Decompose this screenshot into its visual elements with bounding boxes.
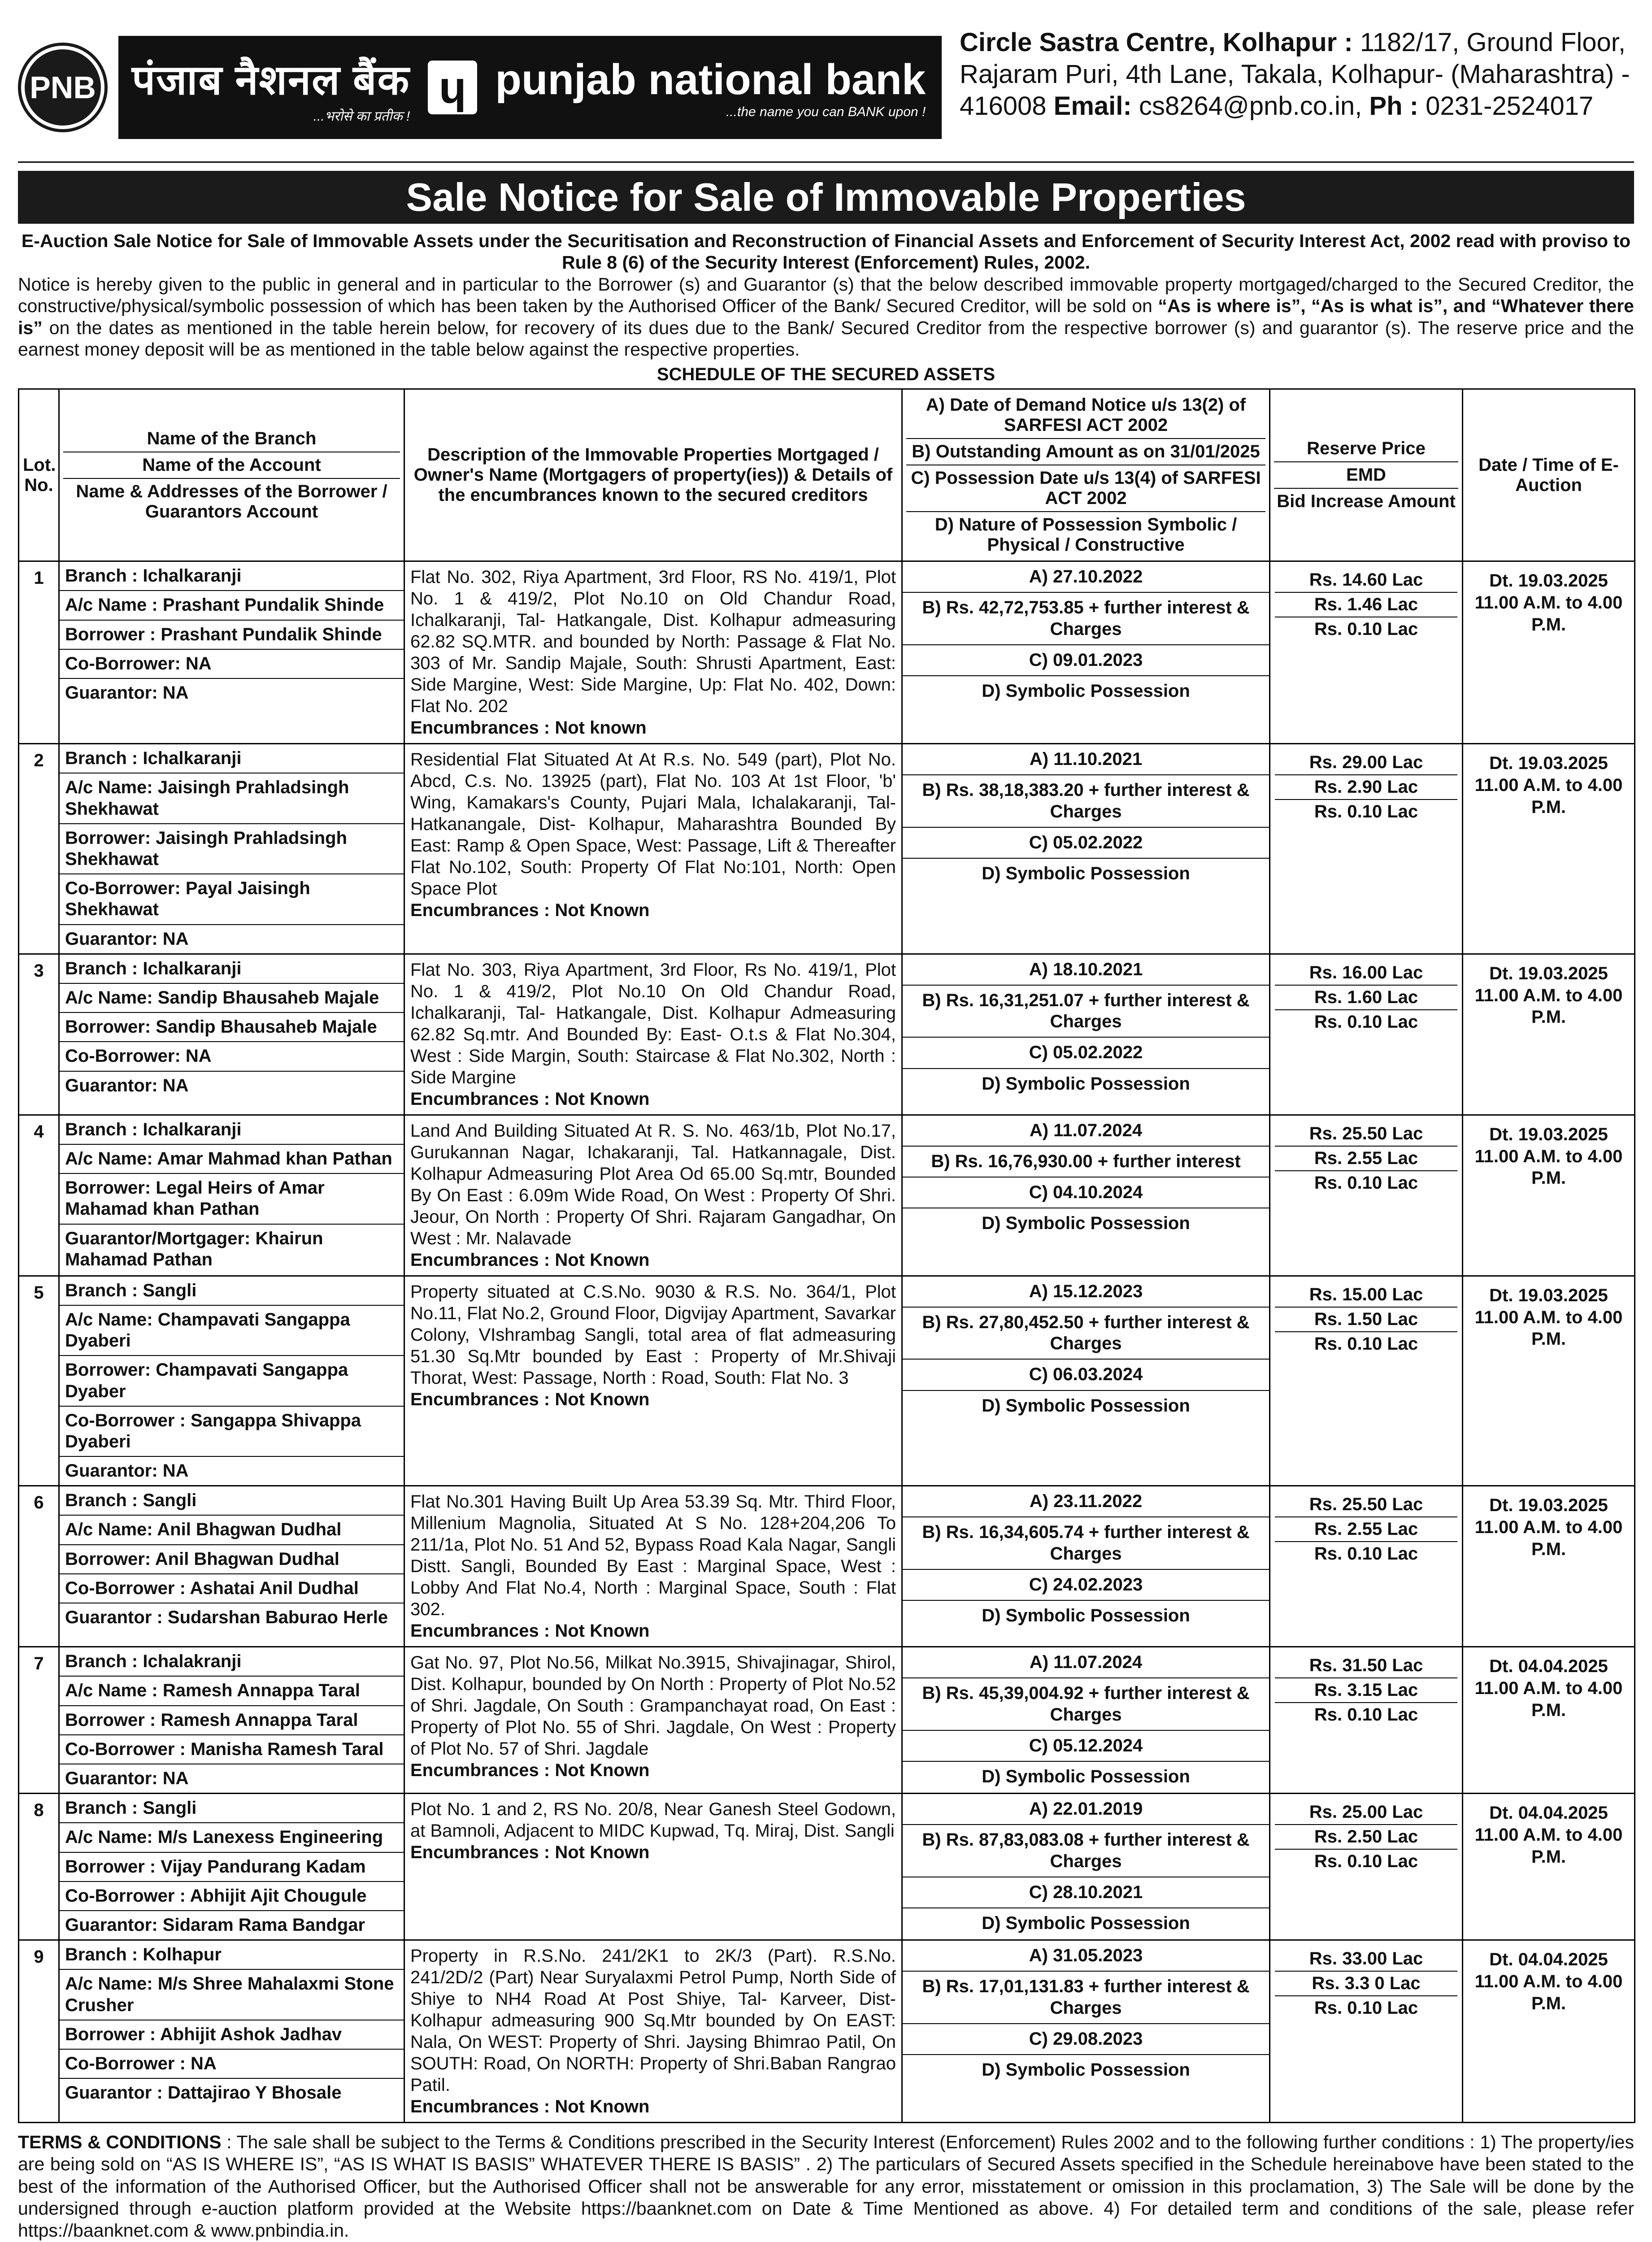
bid-increase: Rs. 0.10 Lac <box>1314 1998 1418 2018</box>
outstanding-amount: B) Rs. 27,80,452.50 + further interest & Charges <box>903 1308 1269 1360</box>
notice-dates <box>902 1115 1270 1276</box>
auction-datetime: Dt. 19.03.2025 11.00 A.M. to 4.00 P.M. <box>1463 954 1635 1115</box>
possession-date: C) 24.02.2023 <box>903 1570 1269 1601</box>
notice-dates <box>902 1486 1270 1647</box>
bid-increase: Rs. 0.10 Lac <box>1314 1851 1418 1872</box>
lot-number: 4 <box>19 1115 59 1276</box>
demand-notice-date: A) 11.10.2021 <box>903 744 1269 775</box>
property-description: Flat No. 303, Riya Apartment, 3rd Floor, Rs No. 419/1, Plot No. 1 & 419/2, Plot No.10 On Old Chandur Road, Ichalkaranji, Tal- Hatkangale, Dist. Kolhapur Admeasuring 62.82 Sq.mtr. And Bounded By: East- O.t.s & Flat No.304, West : Side Margin, South: Staircase & Flat No.302, North : Side Margine Encumbrances : Not Known <box>404 954 902 1115</box>
outstanding-amount: B) Rs. 45,39,004.92 + further interest & Charges <box>903 1678 1269 1730</box>
notice-dates <box>902 1940 1270 2123</box>
outstanding-amount: B) Rs. 42,72,753.85 + further interest & Charges <box>903 593 1269 645</box>
table-row <box>19 1794 1635 1940</box>
pricing <box>1270 1794 1463 1940</box>
bid-increase: Rs. 0.10 Lac <box>1314 1544 1418 1564</box>
outstanding-amount: B) Rs. 87,83,083.08 + further interest & Charges <box>903 1825 1269 1877</box>
pnb-emblem-icon: PNB <box>18 43 108 132</box>
demand-notice-date: A) 31.05.2023 <box>903 1941 1269 1972</box>
table-row <box>19 744 1635 954</box>
encumbrances: Encumbrances : Not Known <box>410 1089 650 1109</box>
reserve-price: Rs. 25.00 Lac <box>1275 1800 1457 1825</box>
possession-nature: D) Symbolic Possession <box>982 1213 1190 1234</box>
lot-number: 8 <box>19 1794 59 1940</box>
encumbrances: Encumbrances : Not Known <box>410 2097 650 2117</box>
notice-dates <box>902 1794 1270 1940</box>
col-lot: Lot. No. <box>19 389 59 561</box>
party-line: A/c Name: M/s Shree Mahalaxmi Stone Crusher <box>60 1970 404 2020</box>
encumbrances: Encumbrances : Not Known <box>410 1760 650 1781</box>
party-line: Co-Borrower : NA <box>60 2050 404 2079</box>
bid-increase: Rs. 0.10 Lac <box>1314 1173 1418 1193</box>
outstanding-amount: B) Rs. 38,18,383.20 + further interest & Charges <box>903 775 1269 827</box>
reserve-price: Rs. 25.50 Lac <box>1275 1122 1457 1147</box>
property-description: Plot No. 1 and 2, RS No. 20/8, Near Ganesh Steel Godown, at Bamnoli, Adjacent to MIDC Kupwad, Tq. Miraj, Dist. Sangli Encumbrances : Not Known <box>404 1794 902 1940</box>
emd-amount: Rs. 2.90 Lac <box>1275 775 1457 800</box>
party-line: Branch : Sangli <box>60 1277 404 1306</box>
party-details <box>59 1794 404 1940</box>
table-row <box>19 954 1635 1115</box>
property-description: Gat No. 97, Plot No.56, Milkat No.3915, Shivajinagar, Shirol, Dist. Kolhapur, bounded by On North : Property of Plot No.52 of Shri. Jagdale, On South : Grampanchayat road, On East : Property of Plot No. 55 of Shri. Jagdale, On West : Property of Plot No. 57 of Shri. Jagdale Encumbrances : Not Known <box>404 1647 902 1794</box>
possession-date: C) 06.03.2024 <box>903 1360 1269 1390</box>
possession-date: C) 05.12.2024 <box>903 1731 1269 1762</box>
possession-nature: D) Symbolic Possession <box>982 2060 1190 2080</box>
bank-name-english: punjab national bank <box>495 56 926 104</box>
col-description: Description of the Immovable Properties Mortgaged / Owner's Name (Mortgagers of property(ies)) & Details of the encumbrances known to the secured creditors <box>404 389 902 561</box>
intro <box>18 230 1634 360</box>
emd-amount: Rs. 1.50 Lac <box>1275 1308 1457 1332</box>
pricing <box>1270 1486 1463 1647</box>
possession-nature: D) Symbolic Possession <box>982 864 1190 883</box>
auction-datetime: Dt. 19.03.2025 11.00 A.M. to 4.00 P.M. <box>1463 1486 1635 1647</box>
party-details <box>59 1647 404 1794</box>
pricing <box>1270 1115 1463 1276</box>
table-row <box>19 1115 1635 1276</box>
party-line: Co-Borrower: NA <box>60 650 404 679</box>
party-line: Branch : Ichalkaranji <box>60 744 404 773</box>
demand-notice-date: A) 22.01.2019 <box>903 1794 1269 1825</box>
possession-nature: D) Symbolic Possession <box>982 1606 1190 1625</box>
outstanding-amount: B) Rs. 17,01,131.83 + further interest & Charges <box>903 1972 1269 2024</box>
bid-increase: Rs. 0.10 Lac <box>1314 1334 1418 1354</box>
email-link[interactable]: cs8264@pnb.co.in, <box>1139 91 1362 121</box>
pricing <box>1270 561 1463 744</box>
intro-lead: E-Auction Sale Notice for Sale of Immovable Assets under the Securitisation and Reconstruction of Financial Assets and Enforcement of Security Interest Act, 2002 read with proviso to Rule 8 (6) of the Security Interest (Enforcement) Rules, 2002. <box>21 230 1631 273</box>
party-line: Borrower: Champavati Sangappa Dyaber <box>60 1356 404 1406</box>
lot-number: 2 <box>19 744 59 954</box>
party-line: A/c Name : Ramesh Annappa Taral <box>60 1677 404 1706</box>
lot-number: 6 <box>19 1486 59 1647</box>
table-header-row <box>19 389 1635 561</box>
notice-dates <box>902 954 1270 1115</box>
reserve-price: Rs. 16.00 Lac <box>1275 961 1457 986</box>
possession-date: C) 05.02.2022 <box>903 1038 1269 1069</box>
party-line: Guarantor : Dattajirao Y Bhosale <box>65 2083 342 2103</box>
party-line: Borrower : Ramesh Annappa Taral <box>60 1706 404 1735</box>
possession-date: C) 04.10.2024 <box>903 1177 1269 1208</box>
reserve-price: Rs. 15.00 Lac <box>1275 1283 1457 1308</box>
encumbrances: Encumbrances : Not Known <box>410 1621 650 1641</box>
emd-amount: Rs. 2.50 Lac <box>1275 1825 1457 1850</box>
emd-amount: Rs. 3.15 Lac <box>1275 1678 1457 1703</box>
party-line: Guarantor: NA <box>65 1768 189 1788</box>
pricing <box>1270 954 1463 1115</box>
party-details <box>59 1940 404 2123</box>
page-title: Sale Notice for Sale of Immovable Properties <box>18 171 1634 224</box>
party-line: A/c Name: Sandip Bhausaheb Majale <box>60 984 404 1013</box>
property-description: Property situated at C.S.No. 9030 & R.S. No. 364/1, Plot No.11, Flat No.2, Ground Floor, Digvijay Apartment, Savarkar Colony, VIshrambag Sangli, total area of flat admeasuring 51.30 Sq.Mtr bounded by East : Property of Mr.Shivaji Thorat, West: Passage, North : Road, South: Flat No. 3 Encumbrances : Not Known <box>404 1276 902 1486</box>
demand-notice-date: A) 15.12.2023 <box>903 1277 1269 1308</box>
reserve-price: Rs. 25.50 Lac <box>1275 1493 1457 1517</box>
possession-date: C) 09.01.2023 <box>903 645 1269 676</box>
outstanding-amount: B) Rs. 16,34,605.74 + further interest & Charges <box>903 1517 1269 1569</box>
notice-dates <box>902 1276 1270 1486</box>
demand-notice-date: A) 11.07.2024 <box>903 1647 1269 1678</box>
pricing <box>1270 1940 1463 2123</box>
tagline-english: ...the name you can BANK upon ! <box>726 104 926 119</box>
party-line: Borrower: Legal Heirs of Amar Mahamad khan Pathan <box>60 1174 404 1224</box>
party-line: Borrower: Sandip Bhausaheb Majale <box>60 1013 404 1042</box>
party-details <box>59 1486 404 1647</box>
tagline-hindi: ...भरोसे का प्रतीक ! <box>313 109 410 124</box>
party-line: Borrower : Vijay Pandurang Kadam <box>60 1853 404 1882</box>
header <box>18 13 1634 163</box>
reserve-price: Rs. 31.50 Lac <box>1275 1654 1457 1678</box>
party-line: Branch : Sangli <box>60 1794 404 1823</box>
property-description: Property in R.S.No. 241/2K1 to 2K/3 (Part). R.S.No. 241/2D/2 (Part) Near Suryalaxmi Petrol Pump, North Side of Shiye to NH4 Road At Post Shiye, Tal- Karveer, Dist- Kolhapur admeasuring 900 Sq.Mtr bounded by On EAST: Nala, On WEST: Property of Shri. Jaysing Bhimrao Patil, On SOUTH: Road, On NORTH: Property of Shri.Baban Rangrao Patil. Encumbrances : Not Known <box>404 1940 902 2123</box>
party-line: Guarantor: NA <box>65 929 189 949</box>
office-address: Circle Sastra Centre, Kolhapur : 1182/17, Ground Floor, Rajaram Puri, 4th Lane, Takala, Kolhapur- (Maharashtra) - 416008 Email: cs8264@pnb.co.in, Ph : 0231-2524017 <box>960 28 1630 121</box>
party-line: Branch : Ichalkaranji <box>60 955 404 984</box>
reserve-price: Rs. 33.00 Lac <box>1275 1947 1457 1972</box>
demand-notice-date: A) 18.10.2021 <box>903 955 1269 986</box>
possession-date: C) 28.10.2021 <box>903 1877 1269 1908</box>
party-line: Branch : Ichalakranji <box>60 1647 404 1677</box>
notice-dates <box>902 561 1270 744</box>
party-line: Branch : Sangli <box>60 1486 404 1516</box>
outstanding-amount: B) Rs. 16,31,251.07 + further interest & Charges <box>903 986 1269 1038</box>
encumbrances: Encumbrances : Not known <box>410 718 647 738</box>
party-line: A/c Name: Champavati Sangappa Dyaberi <box>60 1306 404 1356</box>
lot-number: 7 <box>19 1647 59 1794</box>
party-line: A/c Name: Jaisingh Prahladsingh Shekhawat <box>60 773 404 824</box>
encumbrances: Encumbrances : Not Known <box>410 1389 650 1409</box>
possession-nature: D) Symbolic Possession <box>982 681 1190 701</box>
party-line: A/c Name : Prashant Pundalik Shinde <box>60 591 404 620</box>
encumbrances: Encumbrances : Not Known <box>410 900 650 921</box>
logo-band <box>118 36 942 139</box>
party-line: Branch : Ichalkaranji <box>60 562 404 591</box>
demand-notice-date: A) 23.11.2022 <box>903 1486 1269 1517</box>
party-line: Co-Borrower: Payal Jaisingh Shekhawat <box>60 874 404 925</box>
party-line: Co-Borrower: NA <box>60 1042 404 1071</box>
party-line: A/c Name: Amar Mahmad khan Pathan <box>60 1145 404 1174</box>
party-line: Branch : Kolhapur <box>60 1941 404 1970</box>
col-price: Reserve Price EMD Bid Increase Amount <box>1270 389 1463 561</box>
assets-table <box>18 388 1635 2123</box>
possession-date: C) 29.08.2023 <box>903 2024 1269 2055</box>
property-description: Residential Flat Situated At At R.s. No. 549 (part), Plot No. Abcd, C.s. No. 13925 (part), Flat No. 103 At 1st Floor, 'b' Wing, Kamakars's County, Pujari Mala, Ichalakaranji, Tal- Hatkanangale, Dist- Kolhapur, Maharashtra Bounded By East: Ramp & Open Space, West: Passage, Lift & Thereafter Flat No.102, South: Property Of Flat No:101, North: Open Space Plot Encumbrances : Not Known <box>404 744 902 954</box>
party-line: Borrower : Prashant Pundalik Shinde <box>60 621 404 650</box>
terms-and-conditions: TERMS & CONDITIONS : The sale shall be subject to the Terms & Conditions prescribed in the Security Interest (Enforcement) Rules 2002 and to the following further conditions : 1) The property/ies are being sold on “AS IS WHERE IS”, “AS IS WHAT IS BASIS” WHATEVER THERE IS BASIS” . 2) The particulars of Secured Assets specified in the Schedule hereinabove have been stated to the best of the information of the Authorised Officer, but the Authorised Officer shall not be answerable for any error, misstatement or omission in this proclamation, 3) The Sale will be done by the undersigned through e-auction platform provided at the Website https://baanknet.com on Date & Time Mentioned as above. 4) For detailed term and conditions of the sale, please refer https://baanknet.com & www.pnbindia.in. <box>18 2132 1634 2241</box>
emd-amount: Rs. 1.60 Lac <box>1275 986 1457 1010</box>
party-line: Guarantor: NA <box>65 1075 189 1095</box>
col-dates: A) Date of Demand Notice u/s 13(2) of SARFESI ACT 2002 B) Outstanding Amount as on 31/01/2025 C) Possession Date u/s 13(4) of SARFESI ACT 2002 D) Nature of Possession Symbolic / Physical / Constructive <box>902 389 1270 561</box>
reserve-price: Rs. 14.60 Lac <box>1275 568 1457 593</box>
party-details <box>59 954 404 1115</box>
pricing <box>1270 744 1463 954</box>
party-line: Borrower: Jaisingh Prahladsingh Shekhawat <box>60 824 404 874</box>
auction-datetime: Dt. 19.03.2025 11.00 A.M. to 4.00 P.M. <box>1463 1115 1635 1276</box>
outstanding-amount: B) Rs. 16,76,930.00 + further interest <box>903 1147 1269 1177</box>
party-line: Co-Borrower : Manisha Ramesh Taral <box>60 1735 404 1764</box>
emd-amount: Rs. 2.55 Lac <box>1275 1517 1457 1542</box>
party-line: Borrower: Anil Bhagwan Dudhal <box>60 1545 404 1574</box>
pricing <box>1270 1647 1463 1794</box>
emd-amount: Rs. 2.55 Lac <box>1275 1147 1457 1171</box>
party-details <box>59 1115 404 1276</box>
table-row <box>19 561 1635 744</box>
pnb-mark-icon: ɥ <box>428 61 477 114</box>
brand-logo <box>18 13 942 161</box>
lot-number: 5 <box>19 1276 59 1486</box>
emd-amount: Rs. 3.3 0 Lac <box>1275 1972 1457 1996</box>
party-details <box>59 561 404 744</box>
auction-datetime: Dt. 04.04.2025 11.00 A.M. to 4.00 P.M. <box>1463 1794 1635 1940</box>
col-party: Name of the Branch Name of the Account Name & Addresses of the Borrower / Guarantors Account <box>59 389 404 561</box>
encumbrances: Encumbrances : Not Known <box>410 1842 650 1863</box>
bid-increase: Rs. 0.10 Lac <box>1314 802 1418 822</box>
party-line: A/c Name: Anil Bhagwan Dudhal <box>60 1516 404 1545</box>
demand-notice-date: A) 27.10.2022 <box>903 562 1269 593</box>
auction-datetime: Dt. 04.04.2025 11.00 A.M. to 4.00 P.M. <box>1463 1940 1635 2123</box>
bid-increase: Rs. 0.10 Lac <box>1314 1012 1418 1032</box>
pricing <box>1270 1276 1463 1486</box>
party-line: Guarantor : Sudarshan Baburao Herle <box>65 1608 388 1627</box>
party-line: Co-Borrower : Abhijit Ajit Chougule <box>60 1882 404 1911</box>
property-description: Land And Building Situated At R. S. No. 463/1b, Plot No.17, Gurukannan Nagar, Ichakaranji, Tal. Hatkannagale, Dist. Kolhapur Admeasuring Plot Area Od 65.00 Sq.mtr, Bounded By On East : 6.09m Wide Road, On West : Property Of Shri. Jeour, On North : Property Of Shri. Rajaram Gangadhar, On West : Mr. Nalavade Encumbrances : Not Known <box>404 1115 902 1276</box>
bid-increase: Rs. 0.10 Lac <box>1314 619 1418 639</box>
possession-nature: D) Symbolic Possession <box>982 1073 1190 1094</box>
party-line: A/c Name: M/s Lanexess Engineering <box>60 1823 404 1852</box>
notice-dates <box>902 744 1270 954</box>
auction-datetime: Dt. 19.03.2025 11.00 A.M. to 4.00 P.M. <box>1463 561 1635 744</box>
party-line: Co-Borrower : Sangappa Shivappa Dyaberi <box>60 1407 404 1457</box>
table-body <box>19 561 1635 2123</box>
party-line: Guarantor: Sidaram Rama Bandgar <box>65 1915 365 1935</box>
lot-number: 3 <box>19 954 59 1115</box>
table-row <box>19 1276 1635 1486</box>
bid-increase: Rs. 0.10 Lac <box>1314 1705 1418 1725</box>
table-row <box>19 1486 1635 1647</box>
party-line: Guarantor: NA <box>65 1461 189 1481</box>
possession-nature: D) Symbolic Possession <box>982 1767 1190 1786</box>
possession-nature: D) Symbolic Possession <box>982 1913 1190 1933</box>
auction-datetime: Dt. 04.04.2025 11.00 A.M. to 4.00 P.M. <box>1463 1647 1635 1794</box>
auction-datetime: Dt. 19.03.2025 11.00 A.M. to 4.00 P.M. <box>1463 1276 1635 1486</box>
party-details <box>59 1276 404 1486</box>
possession-date: C) 05.02.2022 <box>903 828 1269 859</box>
party-details <box>59 744 404 954</box>
bank-name-hindi: पंजाब नैशनल बैंक <box>132 57 410 103</box>
reserve-price: Rs. 29.00 Lac <box>1275 751 1457 775</box>
auction-datetime: Dt. 19.03.2025 11.00 A.M. to 4.00 P.M. <box>1463 744 1635 954</box>
party-line: Branch : Ichalkaranji <box>60 1116 404 1145</box>
notice-dates <box>902 1647 1270 1794</box>
schedule-title: SCHEDULE OF THE SECURED ASSETS <box>656 365 996 385</box>
lot-number: 9 <box>19 1940 59 2123</box>
property-description: Flat No.301 Having Built Up Area 53.39 Sq. Mtr. Third Floor, Millenium Magnolia, Situated At S No. 128+204,206 To 211/1a, Plot No. 51 And 52, Bypass Road Kala Nagar, Sangli Distt. Sangli, Bounded By East : Marginal Space, West : Lobby And Flat No.4, North : Marginal Space, South : Flat 302. Encumbrances : Not Known <box>404 1486 902 1647</box>
possession-nature: D) Symbolic Possession <box>982 1395 1190 1416</box>
party-line: Guarantor/Mortgager: Khairun Mahamad Pathan <box>65 1228 323 1269</box>
emd-amount: Rs. 1.46 Lac <box>1275 593 1457 617</box>
property-description: Flat No. 302, Riya Apartment, 3rd Floor, RS No. 419/1, Plot No. 1 & 419/2, Plot No.10 on Old Chandur Road, Ichalkaranji, Tal- Hatkangale, Dist. Kolhapur admeasuring 62.82 SQ.MTR. and bounded by North: Passage & Flat No. 303 of Mr. Sandip Majale, South: Shrusti Apartment, East: Side Margine, West: Side Margine, Up: Flat No. 402, Down: Flat No. 202 Encumbrances : Not known <box>404 561 902 744</box>
demand-notice-date: A) 11.07.2024 <box>903 1116 1269 1147</box>
lot-number: 1 <box>19 561 59 744</box>
table-row <box>19 1647 1635 1794</box>
col-auction: Date / Time of E-Auction <box>1463 389 1635 561</box>
phone-number: 0231-2524017 <box>1426 91 1594 121</box>
table-row <box>19 1940 1635 2123</box>
party-line: Co-Borrower : Ashatai Anil Dudhal <box>60 1574 404 1603</box>
party-line: Guarantor: NA <box>65 683 189 703</box>
party-line: Borrower : Abhijit Ashok Jadhav <box>60 2020 404 2050</box>
intro-body: Notice is hereby given to the public in general and in particular to the Borrower (s) and Guarantor (s) that the below described immovable property mortgaged/charged to the Secured Creditor, the constructive/physical/symbolic possession of which has been taken by the Authorised Officer of the Bank/ Secured Creditor, will be sold on “As is where is”, “As is what is”, and “Whatever there is” on the dates as mentioned in the table herein below, for recovery of its dues due to the Bank/ Secured Creditor from the respective borrower (s) and guarantor (s). The reserve price and the earnest money deposit will be as mentioned in the table below against the respective properties. <box>18 274 1634 360</box>
encumbrances: Encumbrances : Not Known <box>410 1250 650 1270</box>
